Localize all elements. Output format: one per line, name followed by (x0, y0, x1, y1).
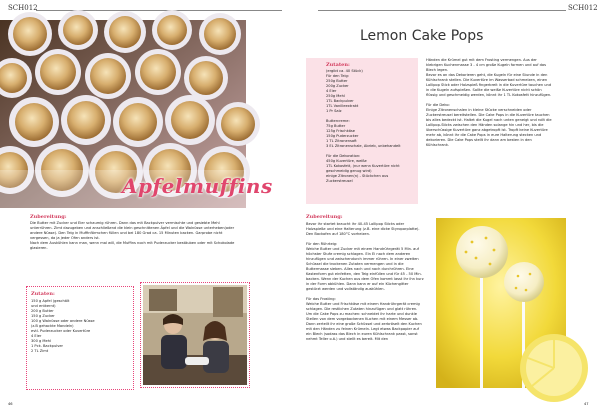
right-prep-text: Bevor ihr startet braucht ihr 40-45 Lollipop Sticks oder Holzspieße und eine Halterung (z.B. eine dicke Styroporplatte). Den Backofen auf 180°C vorheizen. Für den Rührteig: Weiche Butter und Zucker mit einem Handrührgerät 5 Min. auf höchster Stufe cremig schlagen. Ein Ei nach dem anderen hinzufügen und zwischendurch immer rühren. In einer zweiten Schüssel die trockenen Zutaten vermengen und in die Buttermasse sieben. Alles nach und nach durchrühren. Eine Kastenform gut einfetten, den Teig einfüllen und für 45 - 50 Min. backen. Wenn der Kuchen aus dem Ofen kommt lasst ihr ihn kurz in der Form abkühlen. Dann kann er auf ein Küchengitter gestürzt werden und vollständig auskühlen. Für das Frosting: Weiche Butter und Frischkäse mit einem Handrührgerät cremig schlagen. Die restlichen Zutaten hinzufügen und glatt rühren. Um die Cake Pops zu machen: schneidet ihr harte und dunkle Stellen von dem vorgebackenen Kuchen mit einem Messer ab. Dann zerteilt ihr eine große Schüssel und zerbröselt den Kuchen mit den Händen zu feinen Krümeln. Legt etwas Backpapier auf ein Blech (sodass das Blech in euren Kühlschrank passt, sonst nehmt Teller o.ä.) und stellt es bereit. Mit den (306, 222, 424, 341)
ingredient-item: 200 g Butter (31, 309, 54, 313)
ingredient-item: (z.B gehackte Mandeln) (31, 324, 74, 328)
left-prep-title: Zubereitung: (30, 214, 67, 220)
ingredient-item: 4 Eier (31, 334, 42, 338)
ingredient-item: 150 g Zucker (31, 314, 55, 318)
ingredient-item: 300 g Mehl (31, 339, 52, 343)
ingredient-item: 2 TL Zimt (31, 349, 49, 353)
photo-title: Apfelmuffins (122, 174, 273, 198)
cakepops-illustration (436, 218, 566, 388)
right-page-number: 47 (584, 402, 589, 406)
left-ingredients-box (26, 286, 134, 390)
ingredient-item: 150 g Apfel (geschält (31, 299, 70, 303)
right-ingredients-text: (ergibt ca. 40 Stück) Für den Teig: 250g Butter 200g Zucker 4 Eier 250g Mehl 1TL Backpulver 1TL Vanilleextrakt 1 Pr Salz Buttercreme: 75g Butter 125g Frischkäse 150g Puderzucker 1 TL Zitronensaft 3 EL Zitronenschale, Abrieb, unbehandelt Für die Dekoration: 450g Kuvertüre, weiße 1TL Kokosfett, (nur wenn Kuvertüre nicht geschmeidig genug wird) einige Zitronen(n) - Stückchen aus Zuckerstreusel (326, 69, 401, 183)
right-prep-title: Zubereitung: (306, 214, 343, 220)
right-col2-text: Händen die Krümel gut mit dem Frosting vermengen. Aus der klebrigen Kuchenmasse 3 - 4 cm große Kugeln formen und auf das Blech legen. Bevor es an das Dekorieren geht, die Kugeln für eine Stunde in den Kühlschrank stellen. Die Kuvertüre im Wasserbad schmelzen, einen Lollipop Stick oder Holzspieß fingerbreit in die Kuvertüre tauchen und in die Kugeln aufspießen. Sollte die weiße Kuvertüre nicht schön flüssig und geschmeidig werden, könnt ihr 1 TL Kokosfett hinzufügen. Für die Deko: Einige Zitronenschalen in kleine Stücke verschneiden oder Zuckerstreusel bereitstellen. Die Cake Pops in die Kuvertüre tauchen bis alles bedeckt ist. Haltet die Kugel nach unten geneigt und rollt die Lollipop-Sticks zwischen den Händen solange hin und her, bis die überschüssige Kuvertüre ganz abgetropft ist. Tropft keine Kuvertüre mehr ab, könnt ihr die Cake Pops in eure Halterung stecken und dekorieren. Die Cake Pops stellt ihr dann am besten in den Kühlschrank. (426, 58, 552, 147)
cakepops-photo (436, 218, 566, 388)
right-ingredients-title: Zutaten: (326, 62, 350, 68)
kitchen-photo (143, 285, 247, 385)
recipe-title: Lemon Cake Pops (360, 28, 484, 44)
left-ingredients-title: Zutaten: (31, 291, 55, 297)
ingredient-item: 1 Pck. Backpulver (31, 344, 64, 348)
ingredient-item: und entkernt) (31, 304, 56, 308)
right-header-label: SCH012 (568, 4, 598, 12)
left-page-number: 46 (8, 402, 13, 406)
left-prep-text: Die Butter mit Zucker und Eier schaumig rühren. Dann das mit Backpulver vermischte und gesiebte Mehl unterrühren. Zimt dazugeben und anschließend die klein geschnittenen Äpfel und die Walnüsse unterheben(oder andere Nüsse). Den Teig in Muffinförmchen füllen und bei 180 Grad ca. 15 Minuten backen. Garprobe nicht vergessen, da ja jeder Ofen anders ist. Nach dem Auskühlen kann man, wenn mal will, die Muffins noch mit Puderzucker bestäuben oder mit Schokolade glasieren. (30, 221, 235, 250)
ingredient-item: evtl. Puderzucker oder Kuvertüre (31, 329, 91, 333)
left-ingredients-list (31, 299, 129, 354)
muffin-photo (0, 20, 273, 208)
right-header-rule (318, 10, 566, 11)
right-ingredients-box (306, 58, 418, 204)
kitchen-photo-frame (140, 282, 250, 388)
left-header-label: SCH012 (8, 4, 38, 12)
ingredient-item: 100 g Walnüsse oder andere Nüsse (31, 319, 95, 323)
